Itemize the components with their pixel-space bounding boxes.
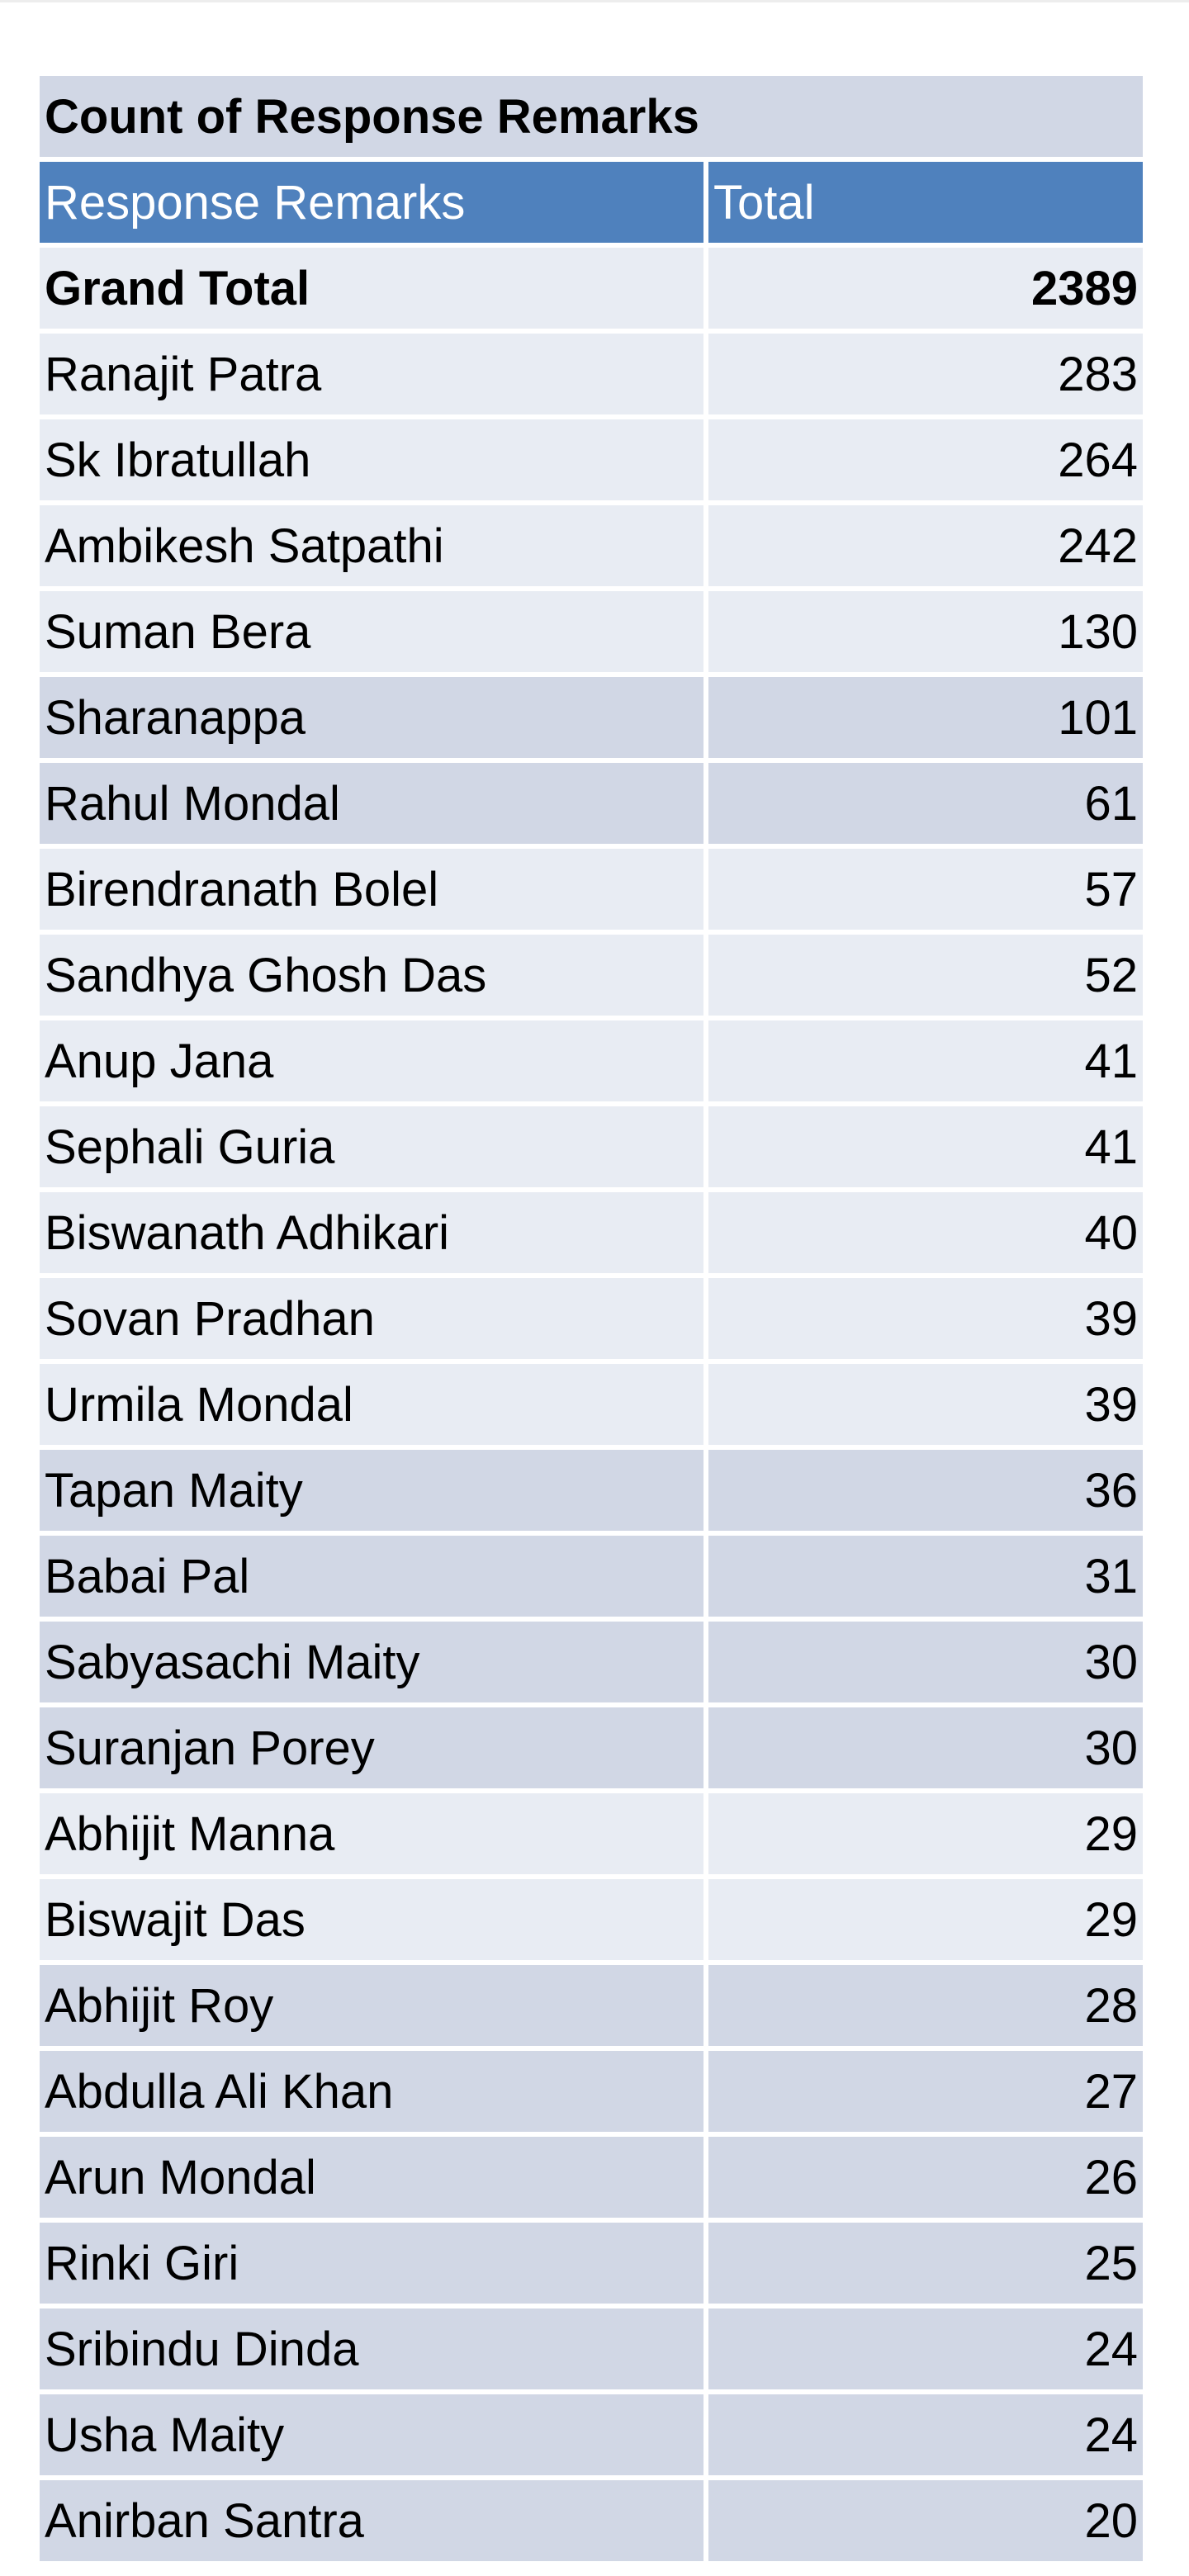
row-total: 30: [708, 1707, 1143, 1788]
table-row[interactable]: [40, 505, 1143, 586]
pivot-title: Count of Response Remarks: [40, 76, 1143, 157]
table-row[interactable]: [40, 2137, 1143, 2218]
table-row[interactable]: [40, 1965, 1143, 2046]
grand-total-label: Grand Total: [40, 248, 703, 329]
row-name: Abhijit Roy: [40, 1965, 703, 2046]
table-row[interactable]: [40, 1106, 1143, 1187]
row-total: 30: [708, 1622, 1143, 1702]
row-name: Sovan Pradhan: [40, 1278, 703, 1359]
row-name: Biswajit Das: [40, 1879, 703, 1960]
row-total: 31: [708, 1536, 1143, 1617]
table-row[interactable]: [40, 2480, 1143, 2561]
table-row[interactable]: [40, 1536, 1143, 1617]
row-name: Rinki Giri: [40, 2223, 703, 2304]
row-name: Suranjan Porey: [40, 1707, 703, 1788]
row-name: Abhijit Manna: [40, 1793, 703, 1874]
row-total: 29: [708, 1879, 1143, 1960]
row-name: Usha Maity: [40, 2394, 703, 2475]
table-row[interactable]: [40, 763, 1143, 844]
row-name: Sk Ibratullah: [40, 419, 703, 500]
row-name: Anirban Santra: [40, 2480, 703, 2561]
table-row[interactable]: [40, 2051, 1143, 2132]
row-total: 41: [708, 1106, 1143, 1187]
table-row[interactable]: [40, 935, 1143, 1016]
table-row[interactable]: [40, 1020, 1143, 1101]
row-name: Sephali Guria: [40, 1106, 703, 1187]
row-total: 25: [708, 2223, 1143, 2304]
row-total: 264: [708, 419, 1143, 500]
row-name: Suman Bera: [40, 591, 703, 672]
grand-total-row: [40, 248, 1143, 329]
row-name: Sharanappa: [40, 677, 703, 758]
row-total: 27: [708, 2051, 1143, 2132]
grand-total-value: 2389: [708, 248, 1143, 329]
row-total: 52: [708, 935, 1143, 1016]
table-row[interactable]: [40, 1793, 1143, 1874]
row-total: 28: [708, 1965, 1143, 2046]
table-row[interactable]: [40, 2394, 1143, 2475]
row-name: Rahul Mondal: [40, 763, 703, 844]
row-total: 39: [708, 1364, 1143, 1445]
table-row[interactable]: [40, 849, 1143, 930]
row-name: Arun Mondal: [40, 2137, 703, 2218]
row-total: 39: [708, 1278, 1143, 1359]
row-name: Tapan Maity: [40, 1450, 703, 1531]
row-name: Sabyasachi Maity: [40, 1622, 703, 1702]
row-total: 242: [708, 505, 1143, 586]
row-total: 36: [708, 1450, 1143, 1531]
table-row[interactable]: [40, 1879, 1143, 1960]
row-total: 40: [708, 1192, 1143, 1273]
table-row[interactable]: [40, 1622, 1143, 1702]
top-divider: [0, 0, 1189, 2]
header-row: [40, 162, 1143, 243]
row-total: 61: [708, 763, 1143, 844]
row-name: Abdulla Ali Khan: [40, 2051, 703, 2132]
column-header-total[interactable]: Total: [708, 162, 1143, 243]
row-total: 283: [708, 334, 1143, 414]
column-header-response-remarks[interactable]: Response Remarks: [40, 162, 703, 243]
table-row[interactable]: [40, 1450, 1143, 1531]
row-name: Urmila Mondal: [40, 1364, 703, 1445]
table-row[interactable]: [40, 1278, 1143, 1359]
row-name: Babai Pal: [40, 1536, 703, 1617]
row-name: Ranajit Patra: [40, 334, 703, 414]
table-row[interactable]: [40, 334, 1143, 414]
row-name: Ambikesh Satpathi: [40, 505, 703, 586]
table-row[interactable]: [40, 1707, 1143, 1788]
row-total: 20: [708, 2480, 1143, 2561]
table-row[interactable]: [40, 2308, 1143, 2389]
table-row[interactable]: [40, 677, 1143, 758]
row-name: Sribindu Dinda: [40, 2308, 703, 2389]
row-name: Birendranath Bolel: [40, 849, 703, 930]
table-row[interactable]: [40, 1192, 1143, 1273]
table-row[interactable]: [40, 591, 1143, 672]
row-total: 26: [708, 2137, 1143, 2218]
table-row[interactable]: [40, 1364, 1143, 1445]
pivot-table: [40, 76, 1143, 2566]
row-total: 41: [708, 1020, 1143, 1101]
row-name: Anup Jana: [40, 1020, 703, 1101]
row-total: 24: [708, 2394, 1143, 2475]
row-total: 57: [708, 849, 1143, 930]
row-name: Biswanath Adhikari: [40, 1192, 703, 1273]
row-total: 29: [708, 1793, 1143, 1874]
table-row[interactable]: [40, 2223, 1143, 2304]
row-total: 101: [708, 677, 1143, 758]
table-row[interactable]: [40, 419, 1143, 500]
row-total: 130: [708, 591, 1143, 672]
row-total: 24: [708, 2308, 1143, 2389]
row-name: Sandhya Ghosh Das: [40, 935, 703, 1016]
